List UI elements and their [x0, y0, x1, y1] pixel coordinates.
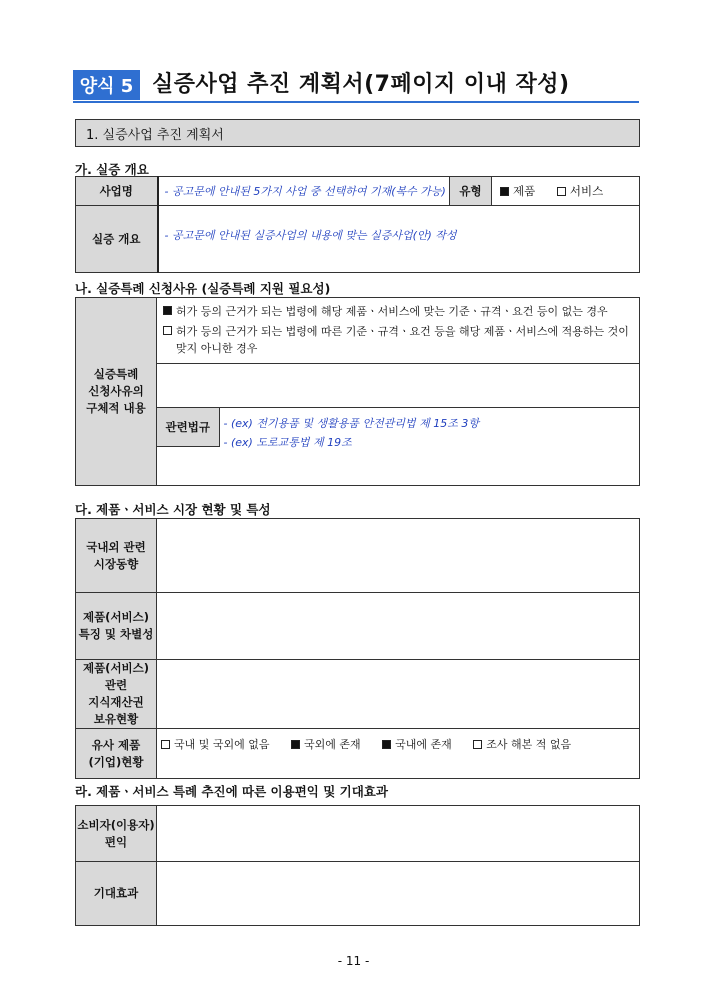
label-line: 유사 제품: [91, 737, 141, 752]
label-line: 국내외 관련: [86, 539, 146, 554]
similar-products-options: [157, 729, 640, 779]
market-trend-label: [76, 519, 157, 593]
reason-option[interactable]: [163, 303, 635, 320]
business-name-field[interactable]: [158, 177, 450, 206]
features-field[interactable]: [157, 593, 640, 660]
checkbox-icon[interactable]: [557, 187, 566, 196]
label-line: 제품(서비스): [82, 610, 150, 624]
label-line: 소비자(이용자): [77, 817, 155, 832]
similar-option-label: 국외에 존재: [304, 738, 361, 751]
title-underline: [73, 101, 639, 103]
ip-field[interactable]: [157, 660, 640, 729]
label-line: 제품(서비스): [82, 661, 150, 675]
reason-table: [75, 297, 640, 486]
type-option-label: 서비스: [569, 184, 604, 198]
market-trend-field[interactable]: [157, 519, 640, 593]
reason-option[interactable]: [163, 323, 635, 357]
reason-label-line: 실증특례: [93, 367, 139, 381]
business-name-hint: - 공고문에 안내된 5가지 사업 중 선택하여 기재(복수 가능): [164, 185, 446, 198]
similar-products-label: [76, 729, 157, 779]
checkbox-icon[interactable]: [163, 326, 172, 335]
section-title: 1. 실증사업 추진 계획서: [75, 119, 640, 147]
checked-box-icon[interactable]: [291, 740, 300, 749]
reason-detail-field[interactable]: [157, 364, 640, 408]
checkbox-icon[interactable]: [161, 740, 170, 749]
benefit-table: [75, 805, 640, 926]
consumer-benefit-field[interactable]: [157, 806, 640, 862]
similar-option[interactable]: [382, 736, 452, 752]
label-line: 보유현황: [93, 712, 139, 726]
similar-option[interactable]: [291, 736, 361, 752]
similar-option[interactable]: [473, 736, 571, 752]
overview-hint: - 공고문에 안내된 실증사업의 내용에 맞는 실증사업(안) 작성: [164, 229, 457, 242]
type-option-service[interactable]: [557, 183, 603, 199]
ip-label: [76, 660, 157, 729]
similar-option-label: 국내 및 국외에 없음: [174, 738, 270, 751]
page-number: - 11 -: [337, 954, 370, 968]
law-label: 관련법규: [157, 408, 220, 447]
label-line: 지식재산권: [88, 695, 144, 709]
label-line: (기업)현황: [88, 754, 144, 769]
label-line: 기대효과: [93, 886, 139, 900]
label-line: 특징 및 차별성: [78, 627, 154, 641]
reason-label-line: 신청사유의: [88, 384, 144, 398]
business-name-label: 사업명: [76, 177, 158, 206]
reason-options: [157, 298, 640, 364]
checkbox-icon[interactable]: [473, 740, 482, 749]
overview-label: 실증 개요: [76, 206, 158, 273]
similar-option-label: 국내에 존재: [395, 738, 452, 751]
page-title: 실증사업 추진 계획서(7페이지 이내 작성): [152, 72, 570, 97]
similar-option[interactable]: [161, 736, 270, 752]
label-line: 시장동향: [93, 556, 139, 571]
features-label: [76, 593, 157, 660]
label-line: 관련: [104, 678, 128, 692]
subsection-heading-da: 다. 제품ㆍ서비스 시장 현황 및 특성: [75, 502, 271, 517]
law-example: - (ex) 전기용품 및 생활용품 안전관리법 제 15조 3항: [223, 417, 479, 430]
reason-label-line: 구체적 내용: [86, 401, 146, 415]
type-label: 유형: [450, 177, 492, 206]
law-example: - (ex) 도로교통법 제 19조: [223, 436, 352, 449]
reason-label: [76, 298, 157, 486]
reason-text: 허가 등의 근거가 되는 법령에 해당 제품ㆍ서비스에 맞는 기준ㆍ규격ㆍ요건 등이 없는 경우: [176, 305, 608, 318]
form-badge: 양식 5: [73, 70, 140, 100]
reason-text: 허가 등의 근거가 되는 법령에 따른 기준ㆍ규격ㆍ요건 등을 해당 제품ㆍ서비스에 적용하는 것이 맞지 아니한 경우: [176, 325, 629, 355]
checked-box-icon[interactable]: [163, 306, 172, 315]
similar-option-label: 조사 해본 적 없음: [486, 738, 572, 751]
law-label-cell: [157, 408, 220, 486]
type-option-product[interactable]: [500, 183, 535, 199]
expected-effect-label: [76, 862, 157, 926]
type-option-label: 제품: [513, 184, 536, 198]
expected-effect-field[interactable]: [157, 862, 640, 926]
market-table: [75, 518, 640, 779]
overview-field[interactable]: [158, 206, 640, 273]
type-options: [492, 177, 640, 206]
overview-table: [75, 176, 640, 273]
subsection-heading-ra: 라. 제품ㆍ서비스 특례 추진에 따른 이용편익 및 기대효과: [75, 784, 388, 799]
consumer-benefit-label: [76, 806, 157, 862]
subsection-heading-na: 나. 실증특례 신청사유 (실증특례 지원 필요성): [75, 281, 331, 296]
subsection-heading-ga: 가. 실증 개요: [75, 162, 149, 177]
label-line: 편익: [104, 834, 128, 849]
law-field[interactable]: [220, 408, 640, 486]
checked-box-icon[interactable]: [382, 740, 391, 749]
checked-box-icon[interactable]: [500, 187, 509, 196]
